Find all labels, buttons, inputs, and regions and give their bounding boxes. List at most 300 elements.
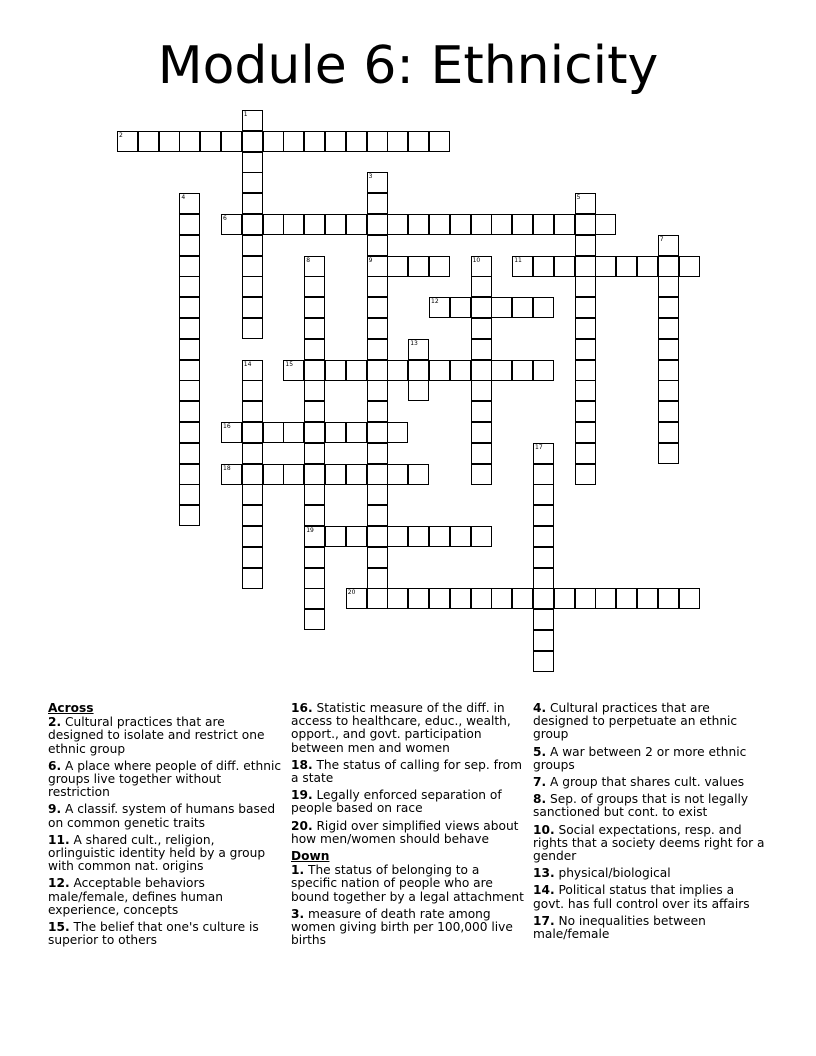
clue-number: 12	[431, 298, 439, 306]
grid-cell[interactable]	[512, 297, 533, 318]
grid-cell[interactable]	[179, 297, 200, 318]
grid-cell[interactable]	[450, 588, 471, 609]
grid-cell[interactable]	[367, 256, 388, 277]
grid-cell[interactable]	[658, 380, 679, 401]
grid-cell[interactable]	[575, 443, 596, 464]
clue-number: 17	[535, 443, 543, 451]
grid-cell[interactable]	[491, 214, 512, 235]
clue-item	[48, 921, 283, 947]
grid-cell[interactable]	[159, 131, 180, 152]
grid-cell[interactable]	[429, 588, 450, 609]
grid-cell[interactable]	[367, 505, 388, 526]
grid-cell[interactable]	[387, 214, 408, 235]
grid-cell[interactable]	[471, 214, 492, 235]
grid-cell[interactable]	[533, 588, 554, 609]
clue-number-label: 5.	[533, 744, 547, 759]
grid-cell[interactable]	[429, 256, 450, 277]
grid-cell[interactable]	[304, 443, 325, 464]
clue-text: Rigid over simplified views about how men/women should behave	[291, 818, 519, 846]
clue-item	[533, 824, 768, 864]
grid-cell[interactable]	[450, 214, 471, 235]
grid-cell[interactable]	[575, 401, 596, 422]
grid-cell[interactable]	[304, 401, 325, 422]
clue-text: Statistic measure of the diff. in access to healthcare, educ., wealth, opport., and govt. participation between men and women	[291, 701, 511, 755]
grid-cell[interactable]	[471, 443, 492, 464]
clue-item	[291, 789, 526, 815]
grid-cell[interactable]	[263, 214, 284, 235]
across-clue-list	[48, 716, 283, 947]
grid-cell[interactable]	[242, 401, 263, 422]
grid-cell[interactable]	[512, 256, 533, 277]
grid-cell[interactable]	[242, 110, 263, 131]
grid-cell[interactable]	[304, 422, 325, 443]
grid-cell[interactable]	[533, 526, 554, 547]
clue-number-label: 16.	[291, 701, 313, 715]
grid-cell[interactable]	[408, 526, 429, 547]
grid-cell[interactable]	[367, 588, 388, 609]
grid-cell[interactable]	[367, 568, 388, 589]
grid-cell[interactable]	[471, 526, 492, 547]
clue-item	[48, 834, 283, 874]
clue-text: Political status that implies a govt. has full control over its affairs	[533, 883, 750, 911]
clue-item	[291, 908, 526, 948]
grid-cell[interactable]	[304, 484, 325, 505]
grid-cell[interactable]	[346, 131, 367, 152]
clue-number: 1	[243, 111, 248, 118]
grid-cell[interactable]	[242, 547, 263, 568]
grid-cell[interactable]	[304, 380, 325, 401]
grid-cell[interactable]	[471, 318, 492, 339]
grid-cell[interactable]	[263, 131, 284, 152]
clue-number-label: 3.	[291, 906, 305, 921]
grid-cell[interactable]	[367, 464, 388, 485]
grid-cell[interactable]	[304, 256, 325, 277]
grid-cell[interactable]	[533, 214, 554, 235]
down-clue-list	[291, 864, 526, 947]
clue-item	[48, 877, 283, 917]
grid-cell[interactable]	[179, 256, 200, 277]
grid-cell[interactable]	[658, 401, 679, 422]
grid-cell[interactable]	[263, 422, 284, 443]
grid-cell[interactable]	[304, 526, 325, 547]
grid-cell[interactable]	[658, 318, 679, 339]
clue-item	[533, 884, 768, 910]
grid-cell[interactable]	[533, 464, 554, 485]
grid-cell[interactable]	[304, 131, 325, 152]
grid-cell[interactable]	[179, 443, 200, 464]
grid-cell[interactable]	[304, 360, 325, 381]
grid-cell[interactable]	[367, 193, 388, 214]
grid-cell[interactable]	[533, 505, 554, 526]
grid-cell[interactable]	[575, 235, 596, 256]
grid-cell[interactable]	[450, 526, 471, 547]
clue-number: 3	[368, 173, 373, 181]
grid-cell[interactable]	[575, 193, 596, 214]
clue-item	[533, 793, 768, 819]
clue-number: 7	[659, 235, 664, 243]
grid-cell[interactable]	[221, 464, 242, 485]
grid-cell[interactable]	[221, 131, 242, 152]
clue-number-label: 10.	[533, 822, 555, 837]
grid-cell[interactable]	[117, 131, 138, 152]
grid-cell[interactable]	[512, 588, 533, 609]
grid-cell[interactable]	[138, 131, 159, 152]
grid-cell[interactable]	[533, 547, 554, 568]
grid-cell[interactable]	[575, 380, 596, 401]
grid-cell[interactable]	[179, 318, 200, 339]
clue-number-label: 12.	[48, 876, 70, 891]
grid-cell[interactable]	[242, 276, 263, 297]
grid-cell[interactable]	[242, 360, 263, 381]
grid-cell[interactable]	[367, 401, 388, 422]
grid-cell[interactable]	[179, 484, 200, 505]
clue-text: Legally enforced separation of people based on race	[291, 788, 502, 816]
grid-cell[interactable]	[242, 235, 263, 256]
grid-cell[interactable]	[367, 235, 388, 256]
grid-cell[interactable]	[387, 526, 408, 547]
grid-cell[interactable]	[367, 547, 388, 568]
down-heading: Down	[291, 849, 330, 864]
grid-cell[interactable]	[533, 484, 554, 505]
grid-cell[interactable]	[408, 588, 429, 609]
grid-cell[interactable]	[346, 464, 367, 485]
grid-cell[interactable]	[533, 568, 554, 589]
grid-cell[interactable]	[658, 339, 679, 360]
grid-cell[interactable]	[179, 214, 200, 235]
grid-cell[interactable]	[533, 360, 554, 381]
grid-cell[interactable]	[429, 297, 450, 318]
grid-cell[interactable]	[242, 152, 263, 173]
grid-cell[interactable]	[179, 235, 200, 256]
clue-text: The belief that one's culture is superior to others	[48, 920, 259, 948]
clue-text: Acceptable behaviors male/female, defines human experience, concepts	[48, 876, 223, 917]
grid-cell[interactable]	[575, 297, 596, 318]
clue-number-label: 18.	[291, 757, 313, 772]
grid-cell[interactable]	[533, 443, 554, 464]
grid-cell[interactable]	[575, 422, 596, 443]
grid-cell[interactable]	[367, 276, 388, 297]
grid-cell[interactable]	[471, 276, 492, 297]
clue-number-label: 7.	[533, 775, 547, 790]
grid-cell[interactable]	[658, 256, 679, 277]
clue-number-label: 20.	[291, 818, 313, 833]
grid-cell[interactable]	[346, 360, 367, 381]
grid-cell[interactable]	[387, 256, 408, 277]
grid-cell[interactable]	[242, 505, 263, 526]
clue-item	[48, 716, 283, 756]
grid-cell[interactable]	[179, 193, 200, 214]
grid-cell[interactable]	[471, 256, 492, 277]
grid-cell[interactable]	[387, 131, 408, 152]
grid-cell[interactable]	[325, 422, 346, 443]
grid-cell[interactable]	[242, 318, 263, 339]
grid-cell[interactable]	[304, 297, 325, 318]
grid-cell[interactable]	[471, 360, 492, 381]
grid-cell[interactable]	[283, 131, 304, 152]
clue-number-label: 4.	[533, 701, 547, 715]
grid-cell[interactable]	[304, 276, 325, 297]
clues-right-column	[533, 702, 768, 945]
down-clue-list-continued	[533, 702, 768, 941]
grid-cell[interactable]	[554, 256, 575, 277]
grid-cell[interactable]	[242, 526, 263, 547]
grid-cell[interactable]	[450, 297, 471, 318]
grid-cell[interactable]	[367, 422, 388, 443]
grid-cell[interactable]	[179, 505, 200, 526]
clue-number: 19	[306, 527, 314, 534]
grid-cell[interactable]	[658, 588, 679, 609]
grid-cell[interactable]	[512, 214, 533, 235]
grid-cell[interactable]	[242, 172, 263, 193]
clue-number: 9	[368, 256, 373, 264]
page-title: Module 6: Ethnicity	[157, 36, 659, 96]
grid-cell[interactable]	[658, 422, 679, 443]
grid-cell[interactable]	[387, 588, 408, 609]
clue-text: A place where people of diff. ethnic groups live together without restriction	[48, 758, 282, 800]
grid-cell[interactable]	[242, 464, 263, 485]
grid-cell[interactable]	[616, 588, 637, 609]
clue-number-label: 19.	[291, 788, 313, 803]
grid-cell[interactable]	[429, 131, 450, 152]
clue-item	[533, 776, 768, 789]
grid-cell[interactable]	[325, 214, 346, 235]
grid-cell[interactable]	[367, 131, 388, 152]
grid-cell[interactable]	[533, 609, 554, 630]
grid-cell[interactable]	[471, 380, 492, 401]
grid-cell[interactable]	[658, 235, 679, 256]
grid-cell[interactable]	[367, 484, 388, 505]
clue-number: 4	[181, 194, 186, 202]
grid-cell[interactable]	[429, 214, 450, 235]
grid-cell[interactable]	[325, 360, 346, 381]
grid-cell[interactable]	[575, 256, 596, 277]
grid-cell[interactable]	[179, 360, 200, 381]
grid-cell[interactable]	[179, 401, 200, 422]
grid-cell[interactable]	[533, 651, 554, 672]
grid-cell[interactable]	[575, 318, 596, 339]
clues-across-column	[48, 702, 283, 951]
clue-text: No inequalities between male/female	[533, 913, 706, 942]
clue-item	[533, 702, 768, 742]
grid-cell[interactable]	[242, 568, 263, 589]
grid-cell[interactable]	[679, 588, 700, 609]
grid-cell[interactable]	[242, 214, 263, 235]
grid-cell[interactable]	[512, 360, 533, 381]
grid-cell[interactable]	[242, 256, 263, 277]
grid-cell[interactable]	[471, 401, 492, 422]
grid-cell[interactable]	[304, 588, 325, 609]
grid-cell[interactable]	[408, 131, 429, 152]
grid-cell[interactable]	[367, 360, 388, 381]
clue-item	[291, 702, 526, 755]
grid-cell[interactable]	[242, 380, 263, 401]
grid-cell[interactable]	[367, 443, 388, 464]
grid-cell[interactable]	[179, 276, 200, 297]
clue-text: Social expectations, resp. and rights that a society deems right for a gender	[533, 822, 765, 864]
clue-text: Cultural practices that are designed to isolate and restrict one ethnic group	[48, 715, 265, 756]
grid-cell[interactable]	[200, 131, 221, 152]
clue-number-label: 17.	[533, 913, 555, 928]
grid-cell[interactable]	[242, 131, 263, 152]
grid-cell[interactable]	[471, 464, 492, 485]
grid-cell[interactable]	[533, 630, 554, 651]
clue-number: 13	[410, 339, 418, 347]
clue-number: 5	[576, 194, 581, 202]
grid-cell[interactable]	[179, 464, 200, 485]
grid-cell[interactable]	[283, 422, 304, 443]
grid-cell[interactable]	[595, 214, 616, 235]
grid-cell[interactable]	[304, 339, 325, 360]
grid-cell[interactable]	[325, 526, 346, 547]
grid-cell[interactable]	[304, 214, 325, 235]
clue-number-label: 9.	[48, 802, 62, 817]
grid-cell[interactable]	[346, 588, 367, 609]
grid-cell[interactable]	[491, 588, 512, 609]
grid-cell[interactable]	[304, 318, 325, 339]
clue-number: 16	[223, 423, 231, 430]
clue-text: The status of calling for sep. from a state	[291, 757, 522, 786]
grid-cell[interactable]	[533, 297, 554, 318]
clue-item	[533, 867, 768, 880]
grid-cell[interactable]	[491, 297, 512, 318]
grid-cell[interactable]	[387, 422, 408, 443]
grid-cell[interactable]	[325, 464, 346, 485]
clue-number-label: 6.	[48, 758, 62, 773]
clue-number: 6	[223, 215, 227, 222]
grid-cell[interactable]	[471, 297, 492, 318]
grid-cell[interactable]	[450, 360, 471, 381]
grid-cell[interactable]	[179, 339, 200, 360]
grid-cell[interactable]	[408, 380, 429, 401]
clue-text: A shared cult., religion, orlinguistic identity held by a group with common nat. origins	[48, 832, 266, 874]
grid-cell[interactable]	[179, 380, 200, 401]
grid-cell[interactable]	[283, 360, 304, 381]
grid-cell[interactable]	[533, 256, 554, 277]
clue-text: measure of death rate among women giving birth per 100,000 live births	[291, 906, 513, 948]
grid-cell[interactable]	[242, 422, 263, 443]
clue-number-label: 11.	[48, 832, 70, 847]
grid-cell[interactable]	[471, 339, 492, 360]
clue-text: A classif. system of humans based on common genetic traits	[48, 802, 276, 830]
grid-cell[interactable]	[179, 422, 200, 443]
grid-cell[interactable]	[304, 464, 325, 485]
clue-number-label: 1.	[291, 863, 305, 878]
grid-cell[interactable]	[658, 443, 679, 464]
grid-cell[interactable]	[408, 214, 429, 235]
clue-item	[48, 803, 283, 829]
grid-cell[interactable]	[471, 422, 492, 443]
clue-item	[48, 760, 283, 800]
grid-cell[interactable]	[408, 339, 429, 360]
grid-cell[interactable]	[367, 318, 388, 339]
clue-item	[291, 759, 526, 785]
grid-cell[interactable]	[242, 443, 263, 464]
clue-number-label: 2.	[48, 715, 62, 730]
clue-text: A group that shares cult. values	[546, 775, 745, 790]
clue-number-label: 13.	[533, 866, 555, 881]
grid-cell[interactable]	[408, 464, 429, 485]
grid-cell[interactable]	[387, 360, 408, 381]
clue-text: physical/biological	[554, 866, 671, 881]
grid-cell[interactable]	[575, 588, 596, 609]
grid-cell[interactable]	[575, 464, 596, 485]
grid-cell[interactable]	[575, 339, 596, 360]
grid-cell[interactable]	[429, 360, 450, 381]
grid-cell[interactable]	[637, 256, 658, 277]
grid-cell[interactable]	[242, 193, 263, 214]
grid-cell[interactable]	[179, 131, 200, 152]
grid-cell[interactable]	[367, 526, 388, 547]
clue-number: 14	[243, 360, 252, 368]
across-heading: Across	[48, 701, 94, 715]
grid-cell[interactable]	[491, 360, 512, 381]
grid-cell[interactable]	[242, 297, 263, 318]
grid-cell[interactable]	[554, 588, 575, 609]
grid-cell[interactable]	[346, 526, 367, 547]
grid-cell[interactable]	[575, 276, 596, 297]
grid-cell[interactable]	[595, 588, 616, 609]
grid-cell[interactable]	[471, 588, 492, 609]
grid-cell[interactable]	[304, 547, 325, 568]
clue-item	[533, 746, 768, 772]
clue-number: 2	[119, 131, 123, 139]
across-clue-list-continued	[291, 702, 526, 846]
grid-cell[interactable]	[387, 464, 408, 485]
grid-cell[interactable]	[367, 172, 388, 193]
grid-cell[interactable]	[658, 297, 679, 318]
clue-number-label: 14.	[533, 883, 555, 898]
grid-cell[interactable]	[679, 256, 700, 277]
grid-cell[interactable]	[221, 214, 242, 235]
clue-text: Cultural practices that are designed to perpetuate an ethnic group	[533, 701, 738, 742]
grid-cell[interactable]	[367, 339, 388, 360]
clue-number: 20	[347, 589, 356, 597]
clue-item	[291, 820, 526, 846]
grid-cell[interactable]	[658, 276, 679, 297]
grid-cell[interactable]	[408, 256, 429, 277]
grid-cell[interactable]	[616, 256, 637, 277]
grid-cell[interactable]	[575, 214, 596, 235]
grid-cell[interactable]	[346, 214, 367, 235]
grid-cell[interactable]	[637, 588, 658, 609]
clues-middle-column	[291, 702, 526, 951]
grid-cell[interactable]	[283, 464, 304, 485]
clue-number-label: 15.	[48, 920, 70, 935]
clue-number-label: 8.	[533, 792, 547, 807]
grid-cell[interactable]	[304, 568, 325, 589]
grid-cell[interactable]	[658, 360, 679, 381]
grid-cell[interactable]	[408, 360, 429, 381]
grid-cell[interactable]	[575, 360, 596, 381]
grid-cell[interactable]	[283, 214, 304, 235]
grid-cell[interactable]	[304, 505, 325, 526]
grid-cell[interactable]	[346, 422, 367, 443]
grid-cell[interactable]	[325, 131, 346, 152]
grid-cell[interactable]	[367, 380, 388, 401]
grid-cell[interactable]	[554, 214, 575, 235]
grid-cell[interactable]	[367, 297, 388, 318]
grid-cell[interactable]	[595, 256, 616, 277]
grid-cell[interactable]	[304, 609, 325, 630]
grid-cell[interactable]	[429, 526, 450, 547]
grid-cell[interactable]	[221, 422, 242, 443]
clue-number: 11	[514, 256, 522, 264]
clue-number: 10	[472, 256, 481, 264]
grid-cell[interactable]	[367, 214, 388, 235]
grid-cell[interactable]	[263, 464, 284, 485]
clue-number: 15	[285, 360, 294, 368]
grid-cell[interactable]	[242, 484, 263, 505]
